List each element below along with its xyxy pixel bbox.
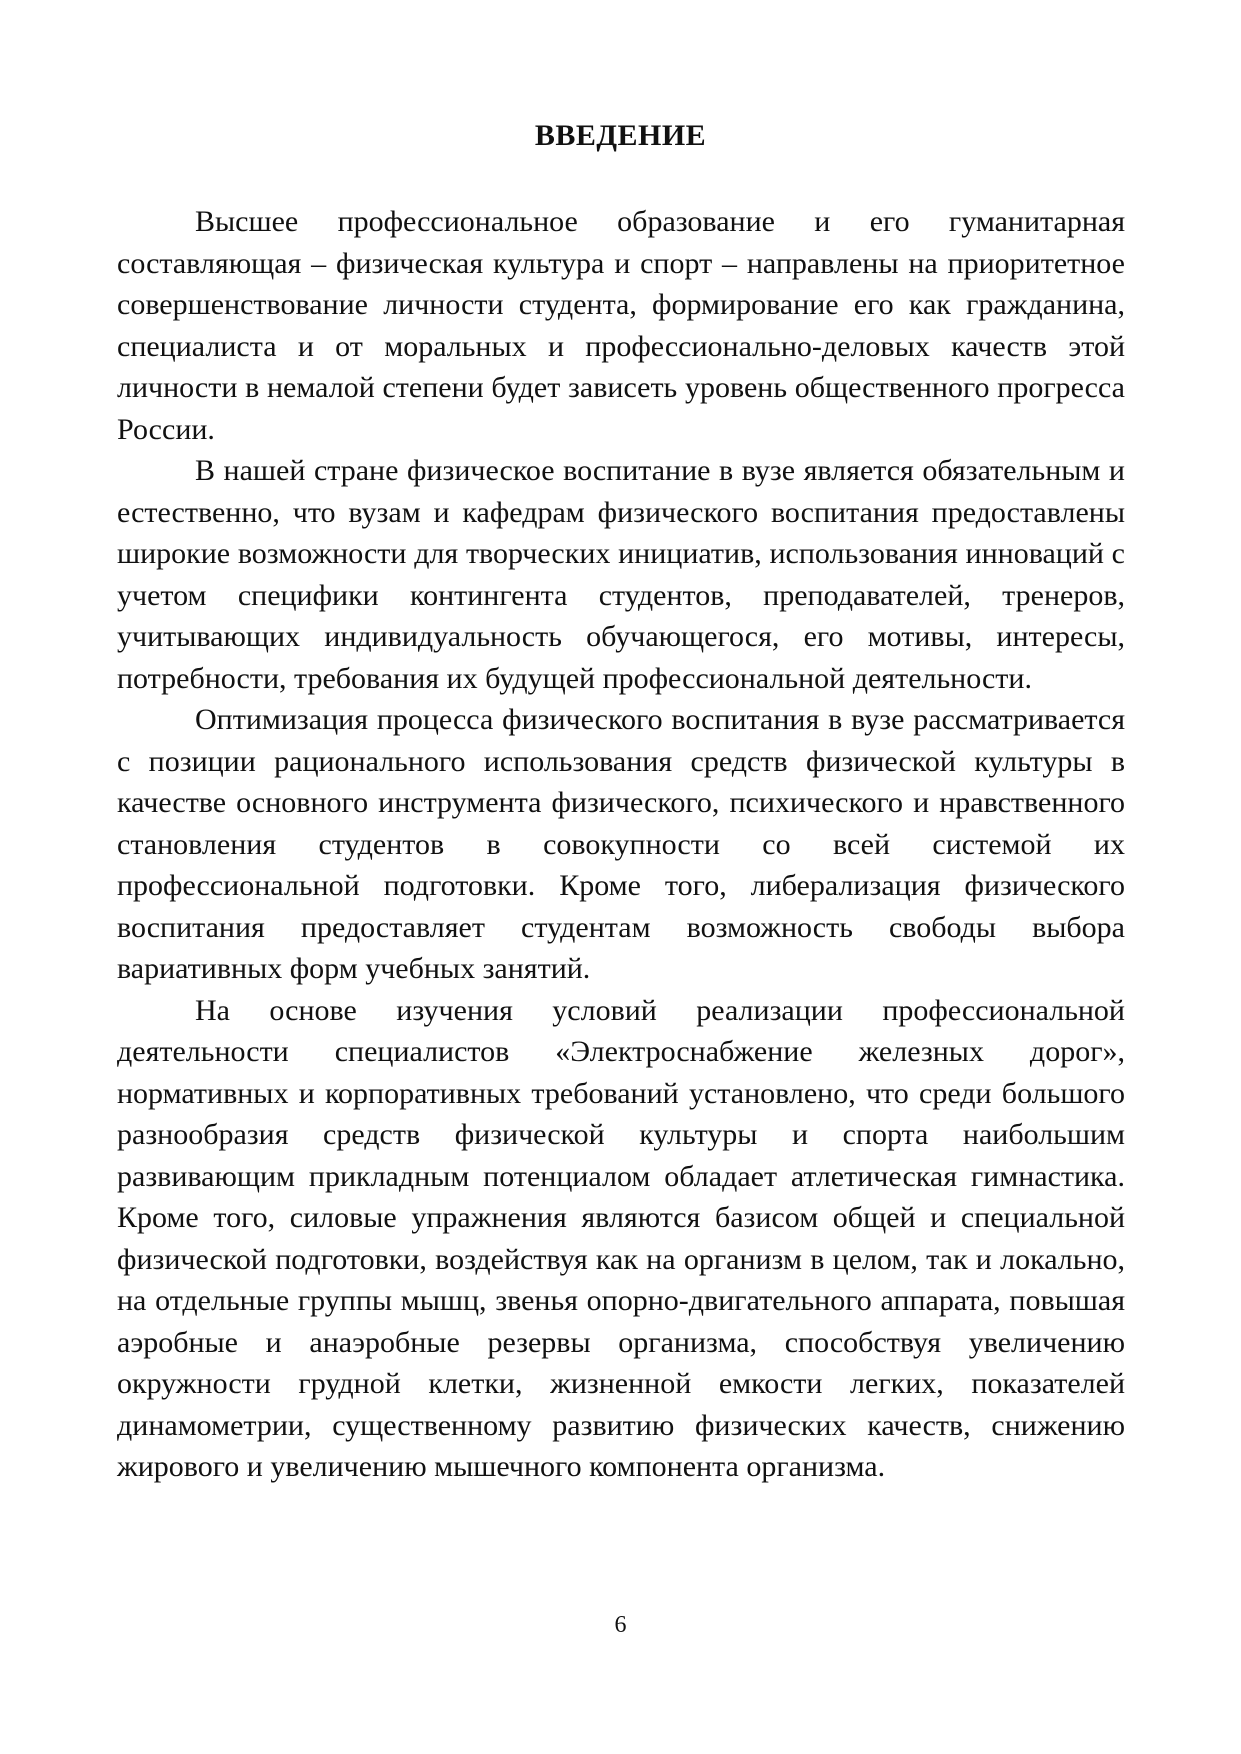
paragraph-4: На основе изучения условий реализации профессиональной деятельности специалистов «Электроснабжение железных дорог», нормативных и корпоративных требований установлено, что среди большого разнообразия средств физической культуры и спорта наибольшим развивающим прикладным потенциалом обладает атлетическая гимнастика. Кроме того, силовые упражнения являются базисом общей и специальной физической подготовки, воздействуя как на организм в целом, так и локально, на отдельные группы мышц, звенья опорно-двигательного аппарата, повышая аэробные и анаэробные резервы организма, способствуя увеличению окружности грудной клетки, жизненной емкости легких, показателей динамометрии, существенному развитию физических качеств, снижению жирового и увеличению мышечного компонента организма. bbox=[117, 993, 1125, 1483]
paragraph-2: В нашей стране физическое воспитание в вузе является обязательным и естественно, что вузам и кафедрам физического воспитания предоставлены широкие возможности для творческих инициатив, использования инноваций с учетом специфики контингента студентов, преподавателей, тренеров, учитывающих индивидуальность обучающегося, его мотивы, интересы, потребности, требования их будущей профессиональной деятельности. bbox=[117, 454, 1125, 695]
paragraph-1: Высшее профессиональное образование и его гуманитарная составляющая – физическая культура и спорт – направлены на приоритетное совершенствование личности студента, формирование его как гражданина, специалиста и от моральных и профессионально-деловых качеств этой личности в немалой степени будет зависеть уровень общественного прогресса России. bbox=[117, 205, 1125, 446]
page-title: ВВЕДЕНИЕ bbox=[534, 119, 707, 152]
paragraph-3: Оптимизация процесса физического воспитания в вузе рассматривается с позиции рационального использования средств физической культуры в качестве основного инструмента физического, психического и нравственного становления студентов в совокупности со всей системой их профессиональной подготовки. Кроме того, либерализация физического воспитания предоставляет студентам возможность свободы выбора вариативных форм учебных занятий. bbox=[117, 703, 1125, 985]
body-text bbox=[117, 201, 1125, 1488]
page-number: 6 bbox=[614, 1612, 627, 1638]
